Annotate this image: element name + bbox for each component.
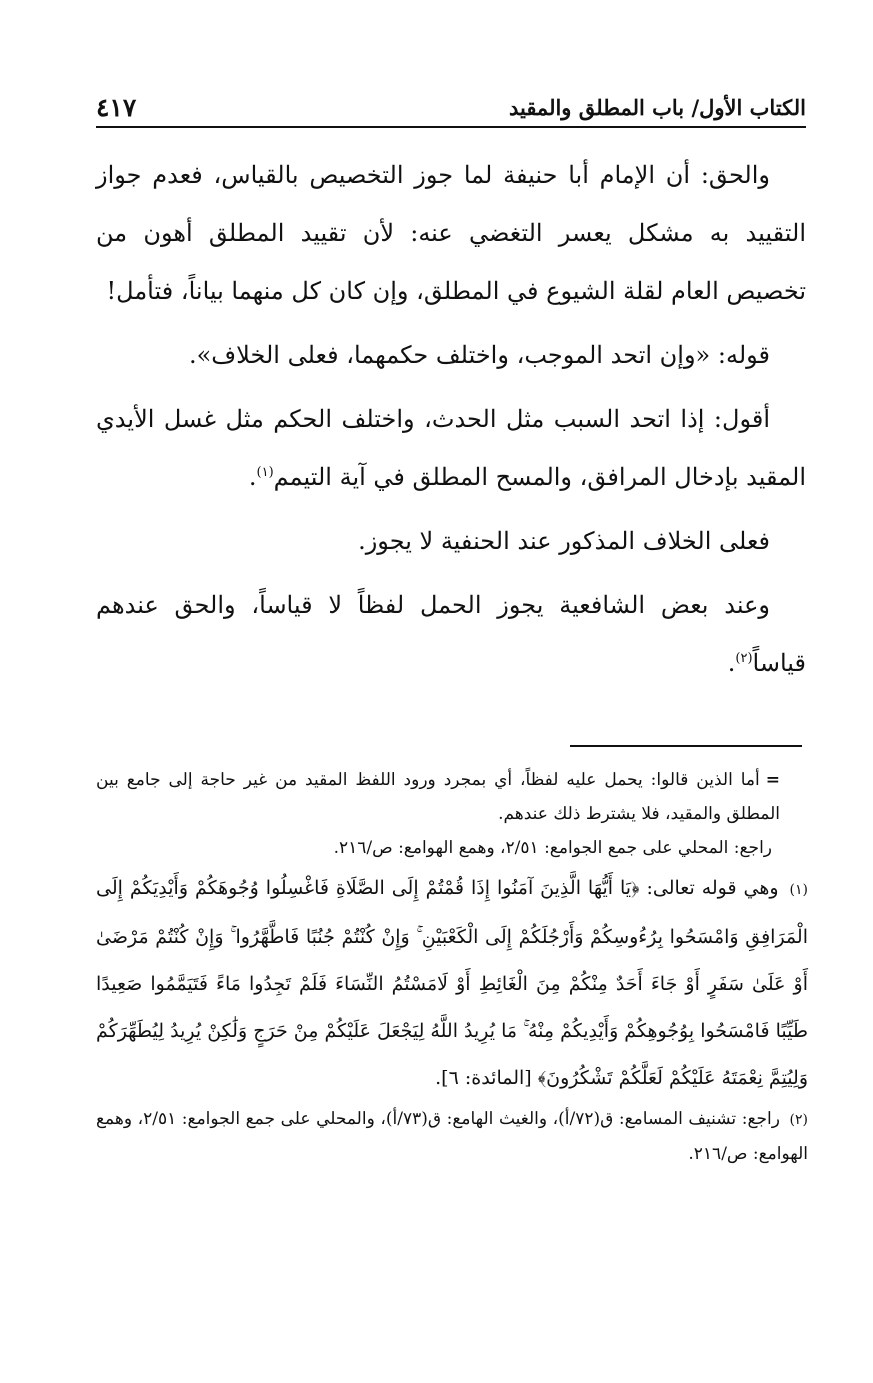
paragraph-4: فعلى الخلاف المذكور عند الحنفية لا يجوز. (358, 527, 770, 555)
footnote-2-number: (٢) (789, 1112, 808, 1128)
footnote-2-text: راجع: تشنيف المسامع: ق(٧٢/أ)، والغيث الهامع: ق(٧٣/أ)، والمحلي على جمع الجوامع: ٢/٥١، وهمع الهوامع: ص/٢١٦. (96, 1109, 808, 1164)
paragraph-5 (96, 576, 806, 692)
continuation-text: أما الذين قالوا: يحمل عليه لفظاً، أي بمجرد ورود اللفظ المقيد من غير حاجة إلى جامع بين المطلق والمقيد، فلا يشترط ذلك عندهم. (96, 770, 780, 824)
footnote-continuation (96, 763, 808, 831)
continuation-reference: راجع: المحلي على جمع الجوامع: ٢/٥١، وهمع الهوامع: ص/٢١٦. (333, 838, 772, 858)
paragraph-3 (96, 390, 806, 506)
paragraph-5-end: . (727, 649, 736, 677)
chapter-title: الكتاب الأول/ باب المطلق والمقيد (508, 95, 806, 120)
footnote-1 (96, 865, 808, 1102)
main-text (96, 146, 806, 698)
paragraph-1: والحق: أن الإمام أبا حنيفة لما جوز التخصيص بالقياس، فعدم جواز التقييد به مشكل يعسر التغضي عنه: لأن تقييد المطلق أهون من تخصيص العام لقلة الشيوع في المطلق، وإن كان كل منهما بياناً، فتأمل! (96, 161, 806, 305)
footnote-1-number: (١) (789, 882, 808, 898)
footnote-2 (96, 1102, 808, 1171)
paragraph-2: قوله: «وإن اتحد الموجب، واختلف حكمهما، فعلى الخلاف». (188, 341, 770, 369)
footnote-separator (570, 745, 802, 747)
running-header (96, 86, 806, 128)
paragraph-3-text: أقول: إذا اتحد السبب مثل الحدث، واختلف الحكم مثل غسل الأيدي المقيد بإدخال المرافق، والمسح المطلق في آية التيمم (96, 405, 806, 491)
footnote-1-intro: وهي قوله تعالى: (646, 877, 779, 899)
footnote-ref-2[interactable]: (٢) (735, 651, 753, 666)
footnotes (96, 763, 808, 1171)
continuation-marker: = (765, 770, 780, 790)
verse-source: [المائدة: ٦]. (435, 1067, 532, 1089)
quran-verse: ﴿يَا أَيُّهَا الَّذِينَ آمَنُوا إِذَا قُمْتُمْ إِلَى الصَّلَاةِ فَاغْسِلُوا وُجُوهَكُمْ وَأَيْدِيَكُمْ إِلَى الْمَرَافِقِ وَامْسَحُوا بِرُءُوسِكُمْ وَأَرْجُلَكُمْ إِلَى الْكَعْبَيْنِ ۚ وَإِنْ كُنْتُمْ جُنُبًا فَاطَّهَّرُوا ۚ وَإِنْ كُنْتُمْ مَرْضَىٰ أَوْ عَلَىٰ سَفَرٍ أَوْ جَاءَ أَحَدٌ مِنْكُمْ مِنَ الْغَائِطِ أَوْ لَامَسْتُمُ النِّسَاءَ فَلَمْ تَجِدُوا مَاءً فَتَيَمَّمُوا صَعِيدًا طَيِّبًا فَامْسَحُوا بِوُجُوهِكُمْ وَأَيْدِيكُمْ مِنْهُ ۚ مَا يُرِيدُ اللَّهُ لِيَجْعَلَ عَلَيْكُمْ مِنْ حَرَجٍ وَلَٰكِنْ يُرِيدُ لِيُطَهِّرَكُمْ وَلِيُتِمَّ نِعْمَتَهُ عَلَيْكُمْ لَعَلَّكُمْ تَشْكُرُونَ﴾ (96, 877, 808, 1089)
footnote-ref-1[interactable]: (١) (256, 465, 274, 480)
paragraph-5-text: وعند بعض الشافعية يجوز الحمل لفظاً لا قياساً، والحق عندهم قياساً (96, 591, 806, 677)
paragraph-3-end: . (248, 463, 257, 491)
page-number: ٤١٧ (96, 93, 137, 122)
